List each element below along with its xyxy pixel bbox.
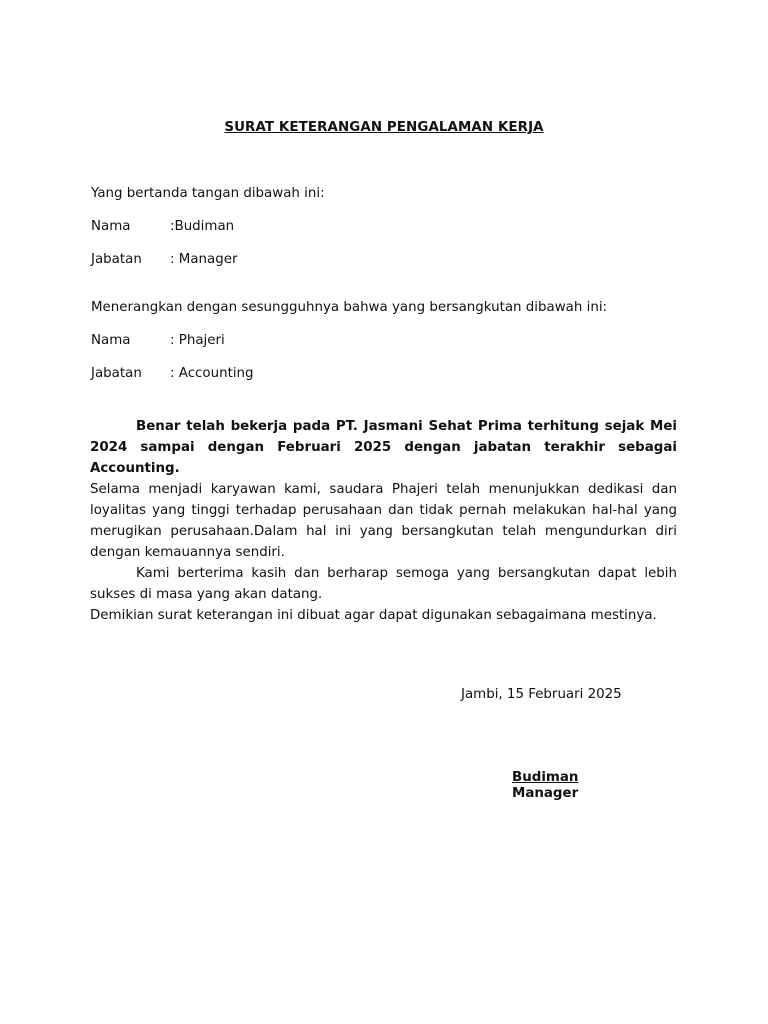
signer-name-row bbox=[91, 219, 234, 234]
statement-line: Menerangkan dengan sesungguhnya bahwa yang bersangkutan dibawah ini: bbox=[91, 300, 608, 315]
employee-position-row bbox=[91, 366, 254, 381]
signer-name-label: Nama bbox=[91, 219, 131, 234]
thanks-paragraph: Kami berterima kasih dan berharap semoga yang bersangkutan dapat lebih sukses di masa yang akan datang. bbox=[90, 566, 677, 602]
signer-position-row bbox=[91, 252, 237, 267]
signature-name: Budiman bbox=[512, 770, 579, 785]
employee-position-label: Jabatan bbox=[91, 366, 142, 381]
signer-name-value: :Budiman bbox=[170, 219, 235, 234]
employee-name-row bbox=[91, 333, 225, 348]
letter-body bbox=[90, 416, 677, 626]
signer-position-label: Jabatan bbox=[91, 252, 142, 267]
signer-position-value: : Manager bbox=[170, 252, 238, 267]
signature-title: Manager bbox=[512, 786, 579, 801]
dedication-paragraph: Selama menjadi karyawan kami, saudara Phajeri telah menunjukkan dedikasi dan loyalitas yang tinggi terhadap perusahaan dan tidak pernah melakukan hal-hal yang merugikan perusahaan.Dalam hal ini yang bersangkutan telah mengundurkan diri dengan kemauannya sendiri. bbox=[90, 482, 677, 560]
employee-name-label: Nama bbox=[91, 333, 131, 348]
employee-position-value: : Accounting bbox=[170, 366, 254, 381]
employee-name-value: : Phajeri bbox=[170, 333, 225, 348]
closing-paragraph: Demikian surat keterangan ini dibuat agar dapat digunakan sebagaimana mestinya. bbox=[90, 608, 657, 623]
intro-line: Yang bertanda tangan dibawah ini: bbox=[91, 186, 325, 201]
letter-title: SURAT KETERANGAN PENGALAMAN KERJA bbox=[224, 120, 544, 135]
place-date: Jambi, 15 Februari 2025 bbox=[461, 687, 622, 702]
employment-paragraph: Benar telah bekerja pada PT. Jasmani Sehat Prima terhitung sejak Mei 2024 sampai dengan Februari 2025 dengan jabatan terakhir sebagai Accounting. bbox=[90, 419, 677, 476]
